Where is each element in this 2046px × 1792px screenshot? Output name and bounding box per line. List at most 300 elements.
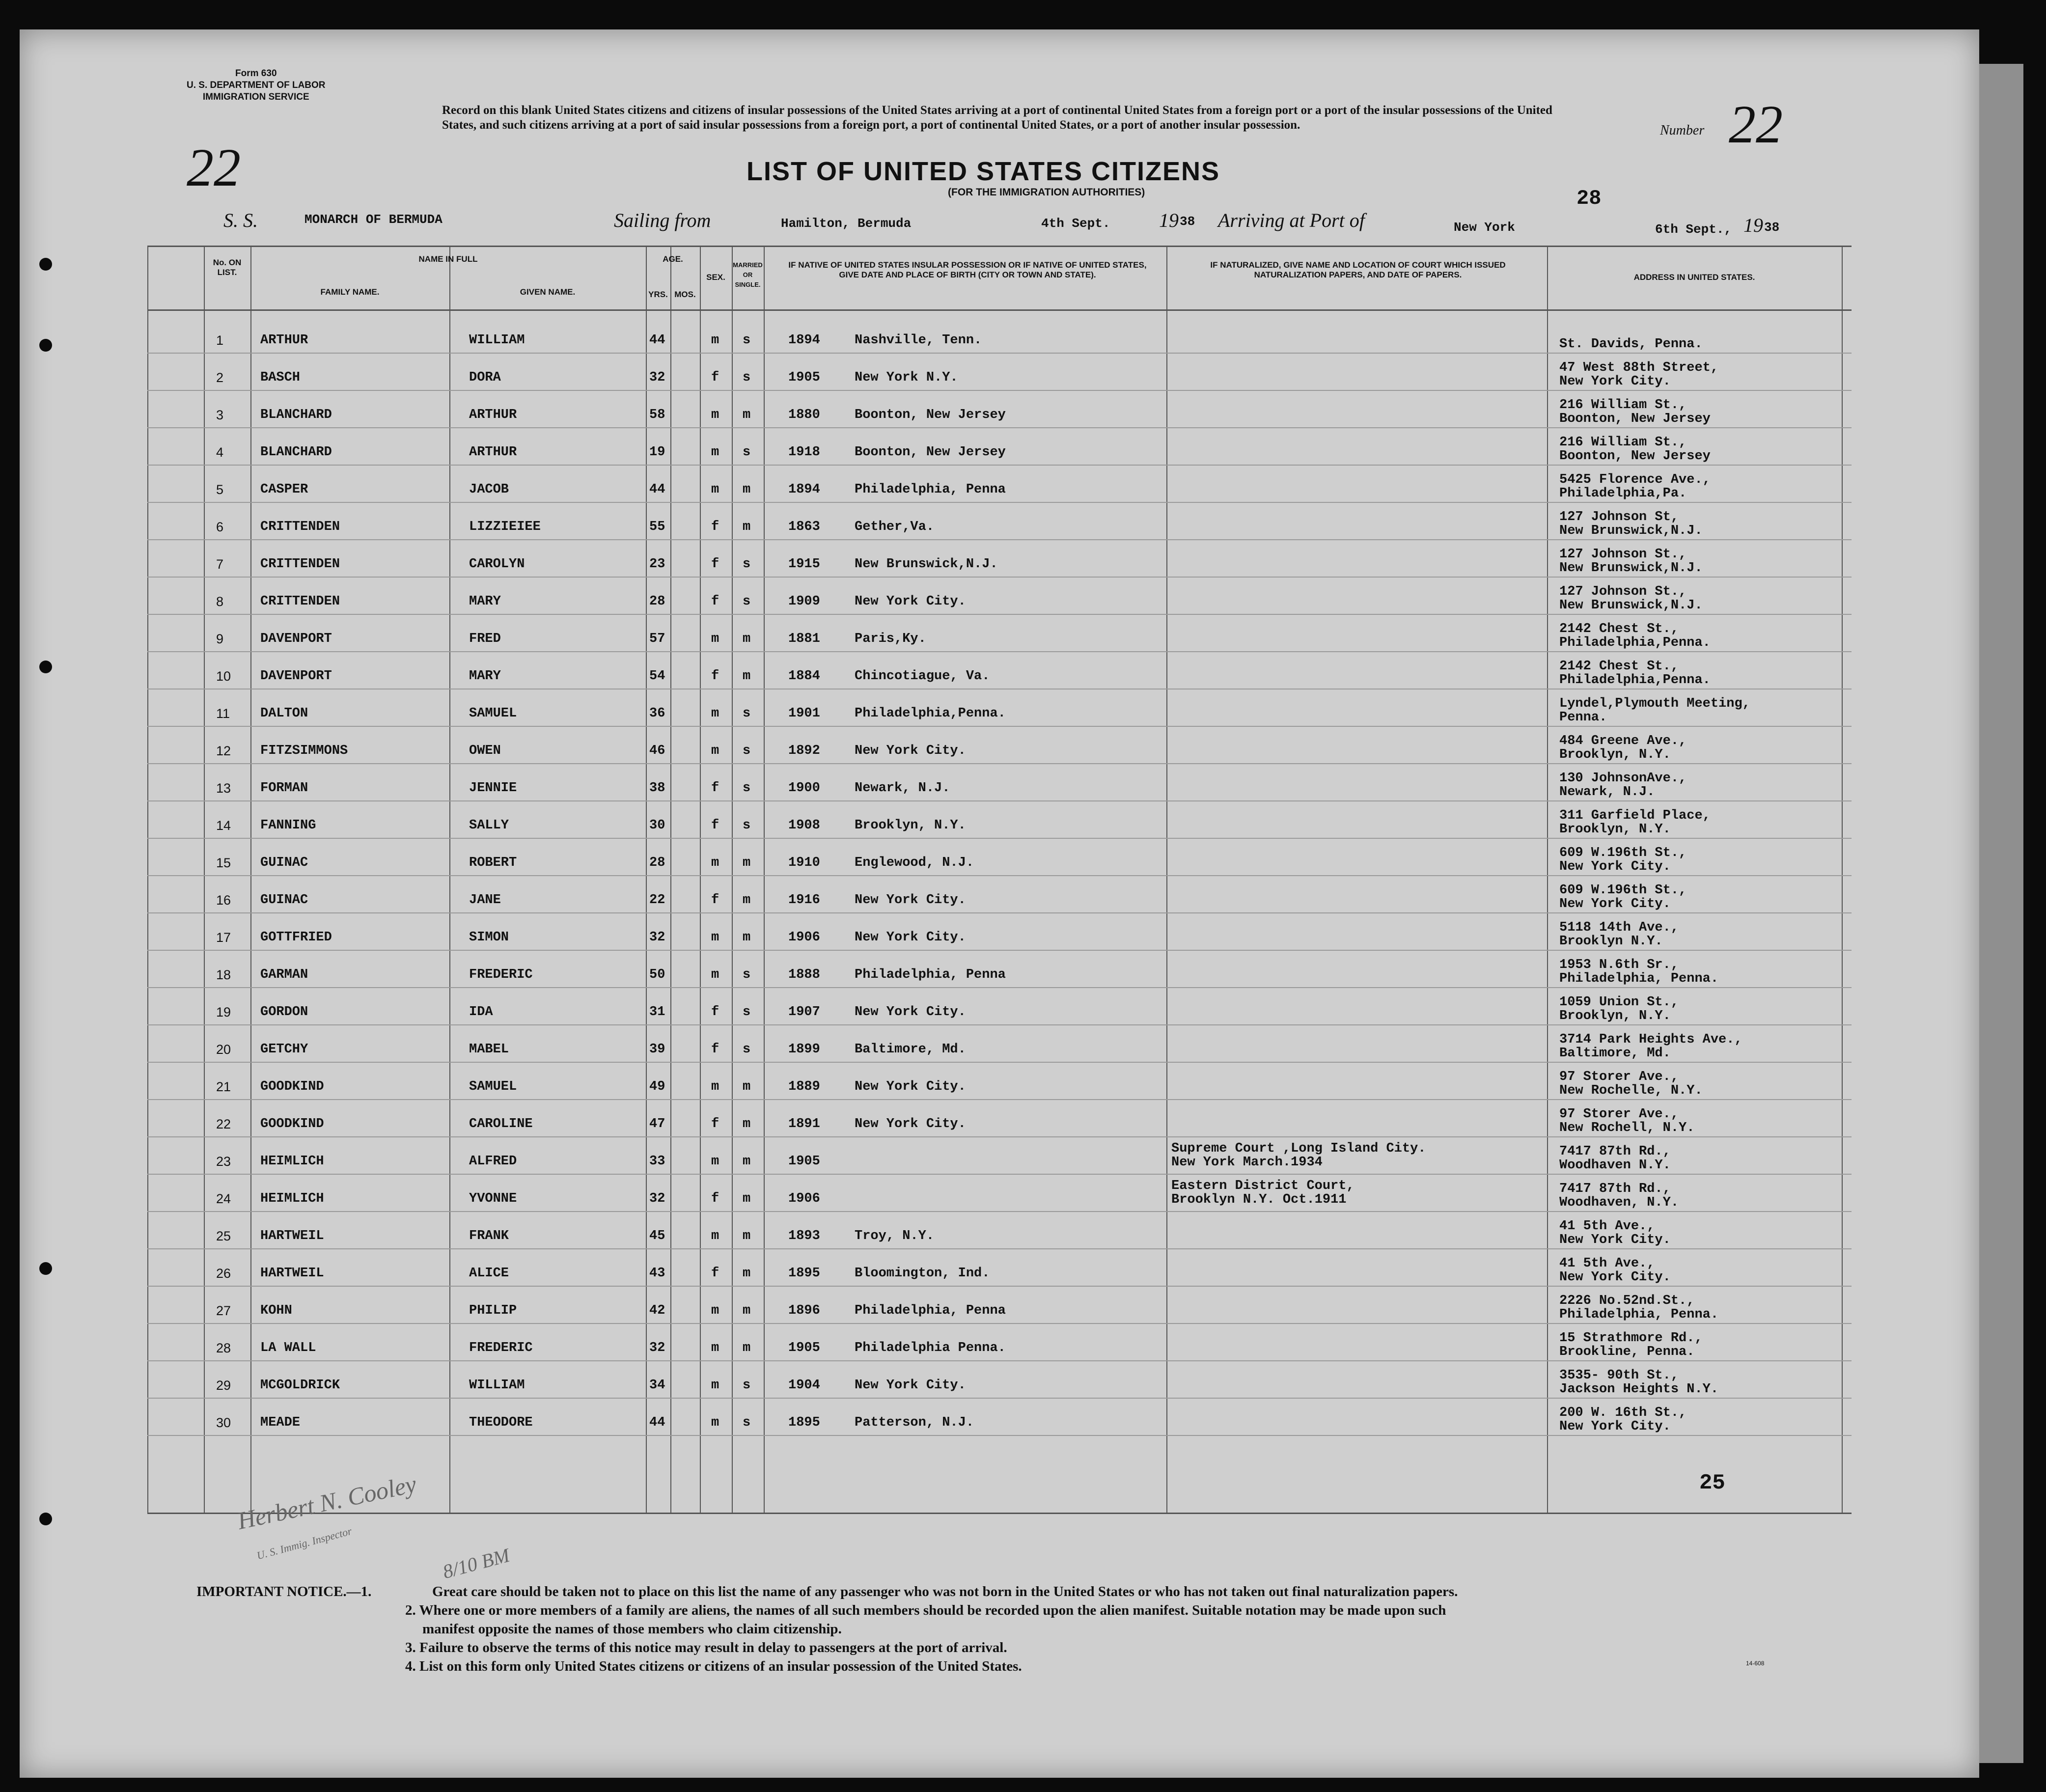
given-name: ARTHUR: [469, 445, 517, 460]
row-number: 21: [216, 1079, 231, 1094]
birth-place: Chincotiague, Va.: [855, 669, 990, 684]
family-name: GOODKIND: [260, 1079, 324, 1094]
birth-place: Boonton, New Jersey: [855, 408, 1006, 422]
birth-year: 1894: [788, 482, 820, 497]
age-years: 38: [649, 781, 665, 796]
address-line-2: Newark, N.J.: [1559, 785, 1655, 800]
sailing-year-suffix: 38: [1180, 214, 1195, 229]
marital-status: m: [743, 1303, 751, 1318]
number-value: 22: [1729, 94, 1783, 154]
marital-status: m: [743, 669, 751, 684]
sex: f: [711, 669, 719, 684]
row-divider: [147, 1323, 1852, 1324]
department: U. S. DEPARTMENT OF LABOR: [187, 80, 326, 90]
age-years: 44: [649, 333, 665, 348]
row-divider: [147, 800, 1852, 801]
birth-place: New York City.: [855, 1378, 966, 1393]
given-name: JENNIE: [469, 781, 517, 796]
given-name: ROBERT: [469, 855, 517, 870]
naturalization-court: Eastern District Court,: [1171, 1179, 1355, 1193]
row-number: 10: [216, 669, 231, 684]
birth-year: 1893: [788, 1229, 820, 1243]
age-years: 57: [649, 632, 665, 646]
family-name: HARTWEIL: [260, 1229, 324, 1243]
form-instructions: Record on this blank United States citizens and citizens of insular possessions of the United States arriving at a port of continental United States from a foreign port or a port of the insular possessions of the United States, and such citizens arriving at a port of said insular possessions from a foreign port, a port of continental United States, or a port of another insular possession.: [442, 104, 1552, 132]
inspector-signature: Herbert N. Cooley: [235, 1470, 419, 1535]
row-number: 13: [216, 781, 231, 796]
birth-year: 1895: [788, 1415, 820, 1430]
row-divider: [147, 465, 1852, 466]
row-divider: [147, 912, 1852, 913]
row-number: 1: [216, 333, 224, 348]
birth-year: 1880: [788, 408, 820, 422]
address-line-2: New York City.: [1559, 374, 1671, 389]
birth-year: 1896: [788, 1303, 820, 1318]
marital-status: m: [743, 1079, 751, 1094]
age-years: 45: [649, 1229, 665, 1243]
birth-place: Bloomington, Ind.: [855, 1266, 990, 1281]
important-notice: [196, 1582, 1458, 1676]
marital-status: s: [743, 1005, 751, 1020]
page-title: LIST OF UNITED STATES CITIZENS: [747, 157, 1220, 186]
page-total: 25: [1699, 1471, 1725, 1495]
row-number: 3: [216, 408, 224, 422]
row-number: 22: [216, 1117, 231, 1131]
age-years: 54: [649, 669, 665, 684]
birth-place: New York City.: [855, 744, 966, 758]
given-name: FRED: [469, 632, 501, 646]
birth-year: 1905: [788, 1154, 820, 1169]
given-name: SIMON: [469, 930, 509, 945]
family-name: GOODKIND: [260, 1117, 324, 1131]
birth-place: New York City.: [855, 1117, 966, 1131]
row-number: 7: [216, 557, 224, 572]
row-divider: [147, 353, 1852, 354]
row-number: 9: [216, 632, 224, 646]
row-divider: [147, 1286, 1852, 1287]
header-address: ADDRESS IN UNITED STATES.: [1633, 273, 1755, 282]
age-years: 31: [649, 1005, 665, 1020]
row-number: 25: [216, 1229, 231, 1243]
sex: m: [711, 1229, 719, 1243]
sex: m: [711, 706, 719, 721]
row-number: 30: [216, 1415, 231, 1430]
address-line-1: 127 Johnson St,: [1559, 510, 1679, 524]
marital-status: m: [743, 520, 751, 534]
header-naturalization: IF NATURALIZED, GIVE NAME AND LOCATION OF COURT WHICH ISSUED NATURALIZATION PAPERS, AND DATE OF PAPERS.: [1210, 260, 1506, 279]
sex: f: [711, 893, 719, 908]
family-name: GETCHY: [260, 1042, 308, 1057]
given-name: CAROLYN: [469, 557, 525, 572]
given-name: FREDERIC: [469, 1341, 533, 1355]
birth-place: Philadelphia, Penna: [855, 482, 1006, 497]
age-years: 30: [649, 818, 665, 833]
sex: m: [711, 855, 719, 870]
age-years: 32: [649, 370, 665, 385]
given-name: ALFRED: [469, 1154, 517, 1169]
address-line-1: 609 W.196th St.,: [1559, 883, 1687, 898]
row-number: 6: [216, 520, 224, 534]
row-divider: [147, 726, 1852, 727]
address-line-2: Philadelphia,Penna.: [1559, 673, 1711, 688]
header-name-in-full: NAME IN FULL: [418, 254, 478, 264]
row-number: 29: [216, 1378, 231, 1393]
punch-hole: [39, 1513, 52, 1525]
family-name: FANNING: [260, 818, 316, 833]
marital-status: m: [743, 1229, 751, 1243]
birth-year: 1863: [788, 520, 820, 534]
age-years: 36: [649, 706, 665, 721]
address-line-1: 609 W.196th St.,: [1559, 846, 1687, 860]
notice-label: IMPORTANT NOTICE.—1.: [196, 1584, 372, 1599]
given-name: PHILIP: [469, 1303, 517, 1318]
age-years: 32: [649, 1341, 665, 1355]
birth-year: 1901: [788, 706, 820, 721]
sailing-label: Sailing from: [614, 209, 711, 231]
age-years: 28: [649, 594, 665, 609]
given-name: OWEN: [469, 744, 501, 758]
address-line-1: 2142 Chest St.,: [1559, 659, 1679, 674]
given-name: SAMUEL: [469, 706, 517, 721]
birth-year: 1915: [788, 557, 820, 572]
given-name: YVONNE: [469, 1191, 517, 1206]
address-line-1: 200 W. 16th St.,: [1559, 1406, 1687, 1420]
family-name: GARMAN: [260, 967, 308, 982]
family-name: BLANCHARD: [260, 408, 332, 422]
birth-place: New York N.Y.: [855, 370, 958, 385]
given-name: JACOB: [469, 482, 509, 497]
marital-status: m: [743, 408, 751, 422]
sailing-year-prefix: 19: [1159, 209, 1179, 231]
address-line-2: New York City.: [1559, 1270, 1671, 1285]
family-name: LA WALL: [260, 1341, 316, 1355]
address-line-2: Jackson Heights N.Y.: [1559, 1382, 1719, 1397]
marital-status: m: [743, 482, 751, 497]
address-line-1: 1059 Union St.,: [1559, 995, 1679, 1010]
family-name: BASCH: [260, 370, 301, 385]
sailing-date: 4th Sept.: [1041, 216, 1110, 231]
birth-place: Nashville, Tenn.: [855, 333, 982, 348]
row-number: 19: [216, 1005, 231, 1020]
birth-year: 1910: [788, 855, 820, 870]
sex: f: [711, 1266, 719, 1281]
arriving-label: Arriving at Port of: [1218, 209, 1365, 231]
row-divider: [147, 539, 1852, 540]
row-number: 26: [216, 1266, 231, 1281]
punch-hole: [39, 661, 52, 673]
address-line-2: Woodhaven, N.Y.: [1559, 1195, 1679, 1210]
birth-year: 1918: [788, 445, 820, 460]
given-name: WILLIAM: [469, 1378, 525, 1393]
address-line-1: 2226 No.52nd.St.,: [1559, 1294, 1695, 1308]
birth-place: New York City.: [855, 1005, 966, 1020]
age-years: 23: [649, 557, 665, 572]
given-name: JANE: [469, 893, 501, 908]
marital-status: m: [743, 1266, 751, 1281]
form-number: Form 630: [235, 68, 277, 79]
birth-year: 1888: [788, 967, 820, 982]
address-line-2: Philadelphia, Penna.: [1559, 971, 1719, 986]
row-number: 15: [216, 855, 231, 870]
header-no: No. ON LIST.: [213, 258, 242, 277]
age-years: 39: [649, 1042, 665, 1057]
sex: f: [711, 594, 719, 609]
birth-year: 1881: [788, 632, 820, 646]
notice-item-1: Great care should be taken not to place on this list the name of any passenger who was not born in the United States or who has not taken out final naturalization papers.: [432, 1584, 1458, 1599]
sex: f: [711, 557, 719, 572]
punch-hole: [39, 258, 52, 271]
birth-year: 1906: [788, 1191, 820, 1206]
sex: m: [711, 1378, 719, 1393]
sex: m: [711, 408, 719, 422]
address-line-2: New Brunswick,N.J.: [1559, 524, 1703, 538]
marital-status: s: [743, 706, 751, 721]
given-name: FREDERIC: [469, 967, 533, 982]
marital-status: m: [743, 1154, 751, 1169]
header-given-name: GIVEN NAME.: [520, 287, 576, 297]
address-line-1: 5425 Florence Ave.,: [1559, 472, 1711, 487]
marital-status: s: [743, 781, 751, 796]
row-divider: [147, 390, 1852, 391]
row-number: 28: [216, 1341, 231, 1355]
family-name: BLANCHARD: [260, 445, 332, 460]
row-divider: [147, 1099, 1852, 1100]
handwritten-list-number: 22: [187, 138, 241, 197]
address-line-2: Brooklyn, N.Y.: [1559, 1009, 1671, 1023]
address-line-1: 5118 14th Ave.,: [1559, 920, 1679, 935]
address-line-1: 97 Storer Ave.,: [1559, 1070, 1679, 1084]
address-line-1: 130 JohnsonAve.,: [1559, 771, 1687, 786]
address-line-1: 1953 N.6th Sr.,: [1559, 958, 1679, 972]
address-line-1: Lyndel,Plymouth Meeting,: [1559, 696, 1750, 711]
address-line-2: Brookline, Penna.: [1559, 1345, 1695, 1359]
family-name: GUINAC: [260, 855, 308, 870]
row-number: 27: [216, 1303, 231, 1318]
family-name: FORMAN: [260, 781, 308, 796]
row-divider: [147, 950, 1852, 951]
age-years: 49: [649, 1079, 665, 1094]
row-divider: [147, 1024, 1852, 1025]
given-name: CAROLINE: [469, 1117, 533, 1131]
sex: f: [711, 1191, 719, 1206]
sex: f: [711, 520, 719, 534]
marital-status: s: [743, 445, 751, 460]
address-line-1: 127 Johnson St.,: [1559, 547, 1687, 562]
birth-place: Philadelphia, Penna: [855, 1303, 1006, 1318]
family-name: HARTWEIL: [260, 1266, 324, 1281]
notice-item-2: 2. Where one or more members of a family are aliens, the names of all such members should be recorded upon the alien manifest. Suitable notation may be made upon such: [405, 1602, 1446, 1618]
marital-status: m: [743, 930, 751, 945]
age-years: 43: [649, 1266, 665, 1281]
row-divider: [147, 875, 1852, 876]
row-number: 23: [216, 1154, 231, 1169]
ss-label: S. S.: [223, 209, 258, 231]
address-line-2: Brooklyn, N.Y.: [1559, 747, 1671, 762]
arrival-year-suffix: 38: [1764, 220, 1780, 235]
address-line-2: St. Davids, Penna.: [1559, 337, 1703, 352]
given-name: SALLY: [469, 818, 509, 833]
family-name: CASPER: [260, 482, 308, 497]
address-line-2: New York City.: [1559, 859, 1671, 874]
header-married-single: MARRIED OR SINGLE.: [733, 261, 763, 288]
row-number: 11: [216, 706, 230, 721]
marital-status: s: [743, 594, 751, 609]
header-family-name: FAMILY NAME.: [320, 287, 380, 297]
birth-place: Gether,Va.: [855, 520, 935, 534]
birth-year: 1916: [788, 893, 820, 908]
birth-place: Newark, N.J.: [855, 781, 950, 796]
family-name: GOTTFRIED: [260, 930, 332, 945]
marital-status: s: [743, 1042, 751, 1057]
age-years: 33: [649, 1154, 665, 1169]
sex: m: [711, 445, 719, 460]
address-line-2: New York City.: [1559, 897, 1671, 911]
sex: m: [711, 1303, 719, 1318]
age-years: 58: [649, 408, 665, 422]
birth-year: 1907: [788, 1005, 820, 1020]
given-name: FRANK: [469, 1229, 509, 1243]
address-line-1: 2142 Chest St.,: [1559, 622, 1679, 636]
given-name: ALICE: [469, 1266, 509, 1281]
age-years: 22: [649, 893, 665, 908]
sex: m: [711, 1341, 719, 1355]
row-divider: [147, 838, 1852, 839]
sex: m: [711, 744, 719, 758]
birth-year: 1900: [788, 781, 820, 796]
sex: f: [711, 1005, 719, 1020]
page-number: 28: [1576, 187, 1602, 210]
age-years: 46: [649, 744, 665, 758]
row-divider: [147, 502, 1852, 503]
from-port: Hamilton, Bermuda: [781, 216, 912, 231]
row-number: 2: [216, 370, 224, 385]
marital-status: s: [743, 1378, 751, 1393]
row-divider: [147, 987, 1852, 988]
address-line-1: 41 5th Ave.,: [1559, 1219, 1655, 1234]
birth-year: 1899: [788, 1042, 820, 1057]
birth-place: Brooklyn, N.Y.: [855, 818, 966, 833]
ship-name: MONARCH OF BERMUDA: [304, 212, 442, 227]
marital-status: m: [743, 1191, 751, 1206]
address-line-2: New Rochelle, N.Y.: [1559, 1083, 1703, 1098]
address-line-1: 97 Storer Ave.,: [1559, 1107, 1679, 1122]
given-name: IDA: [469, 1005, 493, 1020]
address-line-1: 3535- 90th St.,: [1559, 1368, 1679, 1383]
marital-status: m: [743, 855, 751, 870]
address-line-2: Philadelphia,Pa.: [1559, 486, 1687, 501]
address-line-1: 15 Strathmore Rd.,: [1559, 1331, 1703, 1346]
punch-hole: [39, 1262, 52, 1275]
birth-place: New Brunswick,N.J.: [855, 557, 998, 572]
family-name: ARTHUR: [260, 333, 308, 348]
address-line-2: New York City.: [1559, 1419, 1671, 1434]
age-years: 42: [649, 1303, 665, 1318]
birth-year: 1892: [788, 744, 820, 758]
address-line-1: 7417 87th Rd.,: [1559, 1144, 1671, 1159]
row-divider: [147, 577, 1852, 578]
row-divider: [147, 614, 1852, 615]
page-subtitle: (FOR THE IMMIGRATION AUTHORITIES): [948, 187, 1145, 198]
row-number: 4: [216, 445, 224, 460]
sex: m: [711, 930, 719, 945]
birth-place: Philadelphia Penna.: [855, 1341, 1006, 1355]
naturalization-date: Brooklyn N.Y. Oct.1911: [1171, 1192, 1347, 1207]
family-name: FITZSIMMONS: [260, 744, 348, 758]
birth-year: 1884: [788, 669, 820, 684]
family-name: DAVENPORT: [260, 669, 332, 684]
marital-status: m: [743, 632, 751, 646]
marital-status: m: [743, 893, 751, 908]
age-years: 44: [649, 482, 665, 497]
sex: f: [711, 1117, 719, 1131]
family-name: KOHN: [260, 1303, 292, 1318]
age-years: 44: [649, 1415, 665, 1430]
marital-status: s: [743, 1415, 751, 1430]
address-line-1: 47 West 88th Street,: [1559, 360, 1719, 375]
address-line-1: 7417 87th Rd.,: [1559, 1182, 1671, 1196]
age-years: 50: [649, 967, 665, 982]
header-sex: SEX.: [706, 273, 725, 282]
form-code: 14-608: [1746, 1660, 1765, 1667]
address-line-1: 216 William St.,: [1559, 435, 1687, 450]
address-line-1: 311 Garfield Place,: [1559, 808, 1711, 823]
address-line-1: 216 William St.,: [1559, 398, 1687, 413]
birth-place: Patterson, N.J.: [855, 1415, 974, 1430]
given-name: MARY: [469, 669, 501, 684]
row-divider: [147, 651, 1852, 652]
sex: m: [711, 967, 719, 982]
birth-place: Englewood, N.J.: [855, 855, 974, 870]
address-line-2: Baltimore, Md.: [1559, 1046, 1671, 1061]
given-name: SAMUEL: [469, 1079, 517, 1094]
address-line-2: Woodhaven N.Y.: [1559, 1158, 1671, 1173]
birth-year: 1909: [788, 594, 820, 609]
inspector-stamp: U. S. Immig. Inspector: [255, 1524, 353, 1562]
given-name: ARTHUR: [469, 408, 517, 422]
row-divider: [147, 427, 1852, 428]
sex: f: [711, 370, 719, 385]
birth-place: New York City.: [855, 1079, 966, 1094]
row-number: 8: [216, 594, 224, 609]
given-name: THEODORE: [469, 1415, 533, 1430]
notice-item-2-cont: manifest opposite the names of those members who claim citizenship.: [422, 1621, 842, 1637]
punch-hole: [39, 339, 52, 352]
given-name: MABEL: [469, 1042, 509, 1057]
birth-year: 1906: [788, 930, 820, 945]
family-name: GUINAC: [260, 893, 308, 908]
birth-place: Baltimore, Md.: [855, 1042, 966, 1057]
row-divider: [147, 763, 1852, 764]
address-line-1: 41 5th Ave.,: [1559, 1256, 1655, 1271]
address-line-1: 127 Johnson St.,: [1559, 584, 1687, 599]
marital-status: m: [743, 1117, 751, 1131]
row-divider: [147, 1435, 1852, 1436]
given-name: WILLIAM: [469, 333, 525, 348]
birth-year: 1908: [788, 818, 820, 833]
family-name: CRITTENDEN: [260, 520, 340, 534]
birth-place: Philadelphia,Penna.: [855, 706, 1006, 721]
sex: f: [711, 781, 719, 796]
family-name: MCGOLDRICK: [260, 1378, 340, 1393]
row-divider: [147, 1398, 1852, 1399]
birth-year: 1894: [788, 333, 820, 348]
address-line-1: 484 Greene Ave.,: [1559, 734, 1687, 748]
given-name: DORA: [469, 370, 501, 385]
address-line-2: New York City.: [1559, 1233, 1671, 1247]
given-name: LIZZIEIEE: [469, 520, 541, 534]
birth-year: 1889: [788, 1079, 820, 1094]
family-name: CRITTENDEN: [260, 594, 340, 609]
